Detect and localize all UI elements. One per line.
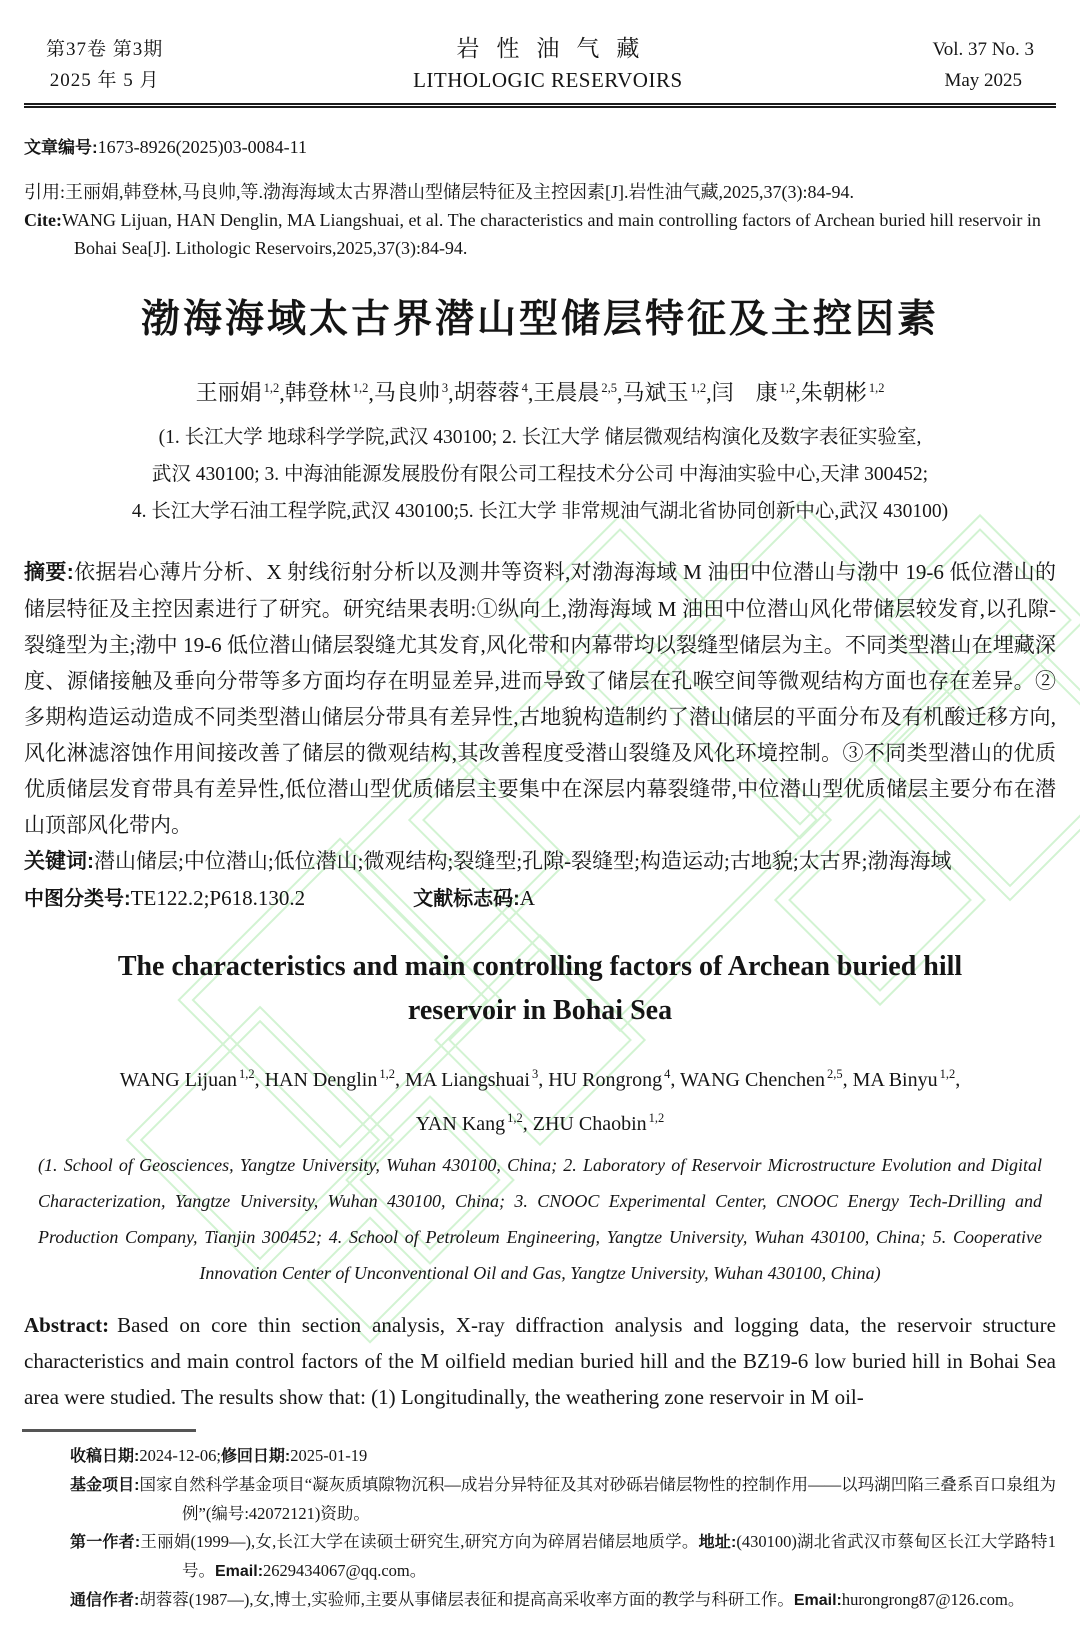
footnote-corresponding-author xyxy=(70,1586,1056,1615)
author-cn: 王晨晨 $^{2,5}$ xyxy=(533,380,618,406)
affiliation-line: 武汉 430100; 3. 中海油能源发展股份有限公司工程技术分公司 中海油实验中心,天津 300452; xyxy=(151,464,929,486)
citation-cn xyxy=(24,178,1056,206)
author-cn: 胡蓉蓉 $^4$ xyxy=(453,380,528,406)
clc-line xyxy=(24,880,1056,917)
abstract-en-label: Abstract: xyxy=(24,1312,110,1337)
corresponding-author-bio: 胡蓉蓉(1987—),女,博士,实验师,主要从事储层表征和提高高采收率方面的教学与科研工作。 xyxy=(139,1589,794,1609)
clc-label: 中图分类号: xyxy=(24,888,131,911)
doc-code-value: A xyxy=(519,886,535,911)
received-date-value: 2024-12-06; xyxy=(139,1445,221,1465)
received-date-label: 收稿日期: xyxy=(70,1447,140,1465)
revised-date-value: 2025-01-19 xyxy=(290,1445,368,1465)
journal-title-en: LITHOLOGIC RESERVOIRS xyxy=(413,68,683,92)
journal-header xyxy=(24,0,1056,96)
date-en: May 2025 xyxy=(944,70,1023,91)
author-en: YAN Kang $^{1,2}$ xyxy=(415,1110,523,1135)
authors-en: WANG Lijuan $^{1,2}$, HAN Denglin $^{1,2}$, MA Liangshuai $^3$, HU Rongrong $^4$, WANG Chenchen $^{2,5}$, MA Binyu $^{1,2}$, YAN Kang $^{1,2}$, ZHU Chaobin $^{1,2}$ xyxy=(119,1067,961,1135)
journal-title-block xyxy=(413,34,683,96)
author-en: HU Rongrong $^4$ xyxy=(548,1067,671,1091)
doc-code-label: 文献标志码: xyxy=(413,888,520,911)
address-label: 地址: xyxy=(698,1533,737,1551)
header-rule xyxy=(24,103,1056,108)
email-value: 2629434067@qq.com。 xyxy=(263,1560,427,1580)
affiliations-cn xyxy=(24,419,1056,530)
corresponding-author-label: 通信作者: xyxy=(70,1591,140,1609)
abstract-en xyxy=(24,1307,1056,1415)
author-cn: 马良帅 $^3$ xyxy=(373,380,449,406)
keywords-cn xyxy=(24,843,1056,880)
fund-label: 基金项目: xyxy=(70,1476,140,1494)
author-en: ZHU Chaobin $^{1,2}$ xyxy=(532,1110,665,1135)
authors-cn: 王丽娟 $^{1,2}$,韩登林 $^{1,2}$,马良帅 $^3$,胡蓉蓉 $^4$,王晨晨 $^{2,5}$,马斌玉 $^{1,2}$,闫 康 $^{1,2}$,朱朝彬 $^{1,2}$ xyxy=(195,380,885,406)
affiliation-line: (1. 长江大学 地球科学学院,武汉 430100; 2. 长江大学 储层微观结构演化及数字表征实验室, xyxy=(158,427,922,449)
author-en: WANG Chenchen $^{2,5}$ xyxy=(680,1067,843,1091)
citation-cn-text: 王丽娟,韩登林,马良帅,等.渤海海域太古界潜山型储层特征及主控因素[J].岩性油气藏,2025,37(3):84-94. xyxy=(65,182,854,202)
email-value: hurongrong87@126.com。 xyxy=(841,1589,1025,1609)
address-value: (430100)湖北省武汉市蔡甸区长江大学路特1号。 xyxy=(182,1531,1056,1580)
author-en: HAN Denglin $^{1,2}$ xyxy=(264,1067,395,1091)
journal-issue-cn xyxy=(46,34,163,96)
keywords-cn-label: 关键词: xyxy=(24,850,94,874)
revised-date-label: 修回日期: xyxy=(220,1447,291,1465)
first-author-label: 第一作者: xyxy=(70,1533,141,1551)
author-en: MA Liangshuai $^3$ xyxy=(404,1067,539,1091)
abstract-cn-label: 摘要: xyxy=(24,561,74,585)
citation-en-label: Cite: xyxy=(24,210,62,230)
journal-title-cn: 岩性油气藏 xyxy=(456,36,657,61)
citation-cn-label: 引用: xyxy=(24,182,66,202)
author-en: MA Binyu $^{1,2}$ xyxy=(852,1067,956,1091)
affiliation-line: 4. 长江大学石油工程学院,武汉 430100;5. 长江大学 非常规油气湖北省协同创新中心,武汉 430100) xyxy=(131,501,949,523)
author-cn: 王丽娟 $^{1,2}$ xyxy=(195,380,280,406)
abstract-cn xyxy=(24,554,1056,843)
footnote-received xyxy=(70,1442,1056,1471)
author-cn: 闫 康 $^{1,2}$ xyxy=(711,380,796,406)
author-cn: 马斌玉 $^{1,2}$ xyxy=(622,380,707,406)
article-title-en: The characteristics and main controlling factors of Archean buried hill reservoir in Bohai Sea xyxy=(117,951,963,1027)
email-label: Email: xyxy=(793,1591,842,1609)
author-en: WANG Lijuan $^{1,2}$ xyxy=(119,1067,255,1091)
abstract-cn-text: 依据岩心薄片分析、X 射线衍射分析以及测井等资料,对渤海海域 M 油田中位潜山与渤中 19-6 低位潜山的储层特征及主控因素进行了研究。研究结果表明:①纵向上,渤海海域 M 油田中位潜山风化带储层较发育,以孔隙-裂缝型为主;渤中 19-6 低位潜山储层裂缝尤其发育,风化带和内幕带均以裂缝型储层为主。不同类型潜山在埋藏深度、源储接触及垂向分带等多方面均存在明显差异,进而导致了储层在孔喉空间等微观结构方面也存在差异。②多期构造运动造成不同类型潜山储层分带具有差异性,古地貌构造制约了潜山储层的平面分布及有机酸迁移方向,风化淋滤溶蚀作用间接改善了储层的微观结构,其改善程度受潜山裂缝及风化环境控制。③不同类型潜山的优质优质储层发育带具有差异性,低位潜山型优质储层主要集中在深层内幕裂缝带,中位潜山型优质储层主要分布在潜山顶部风化带内。 xyxy=(24,560,1057,838)
footnote-separator xyxy=(22,1429,196,1432)
author-cn: 韩登林 $^{1,2}$ xyxy=(284,380,369,406)
footnote-first-author xyxy=(70,1528,1056,1586)
article-number-value: 1673-8926(2025)03-0084-11 xyxy=(97,137,307,157)
article-number-label: 文章编号: xyxy=(24,138,98,157)
clc-value: TE122.2;P618.130.2 xyxy=(130,886,306,911)
first-author-bio: 王丽娟(1999—),女,长江大学在读硕士研究生,研究方向为碎屑岩储层地质学。 xyxy=(140,1531,699,1551)
footnote-fund xyxy=(70,1471,1056,1528)
abstract-en-text: Based on core thin section analysis, X-ray diffraction analysis and logging data, the reservoir structure characteristics and main control factors of the M oilfield median buried hill and the BZ19-6 low buried hill in Bohai Sea area were studied. The results show that: (1) Longitudinally, the weathering zone reservoir in M oil- xyxy=(24,1312,1056,1409)
email-label: Email: xyxy=(215,1562,264,1580)
volume-issue-en: Vol. 37 No. 3 xyxy=(932,39,1034,60)
citation-en-text: WANG Lijuan, HAN Denglin, MA Liangshuai, et al. The characteristics and main controlling factors of Archean buried hill reservoir in Bohai Sea[J]. Lithologic Reservoirs,2025,37(3):84-94. xyxy=(61,210,1041,258)
affiliations-en: (1. School of Geosciences, Yangtze University, Wuhan 430100, China; 2. Laboratory of Reservoir Microstructure Evolution and Digital Characterization, Yangtze University, Wuhan 430100, China; 3. CNOOC Experimental Center, CNOOC Energy Tech-Drilling and Production Company, Tianjin 300452; 4. School of Petroleum Engineering, Yangtze University, Wuhan 430100, China; 5. Cooperative Innovation Center of Unconventional Oil and Gas, Yangtze University, Wuhan 430100, China) xyxy=(38,1154,1042,1283)
volume-issue-cn: 第37卷 第3期 xyxy=(46,39,164,60)
keywords-cn-text: 潜山储层;中位潜山;低位潜山;微观结构;裂缝型;孔隙-裂缝型;构造运动;古地貌;太古界;渤海海域 xyxy=(94,849,952,874)
date-cn: 2025 年 5 月 xyxy=(49,70,160,91)
author-cn: 朱朝彬 $^{1,2}$ xyxy=(800,380,885,406)
article-number xyxy=(24,134,1056,161)
fund-text: 国家自然科学基金项目“凝灰质填隙物沉积—成岩分异特征及其对砂砾岩储层物性的控制作用——以玛湖凹陷三叠系百口泉组为例”(编号:42072121)资助。 xyxy=(139,1474,1056,1523)
article-title-cn: 渤海海域太古界潜山型储层特征及主控因素 xyxy=(140,298,939,341)
citation-en xyxy=(24,206,1056,262)
journal-issue-en xyxy=(932,34,1034,96)
footnotes xyxy=(70,1442,1056,1615)
article-meta xyxy=(24,134,1056,262)
